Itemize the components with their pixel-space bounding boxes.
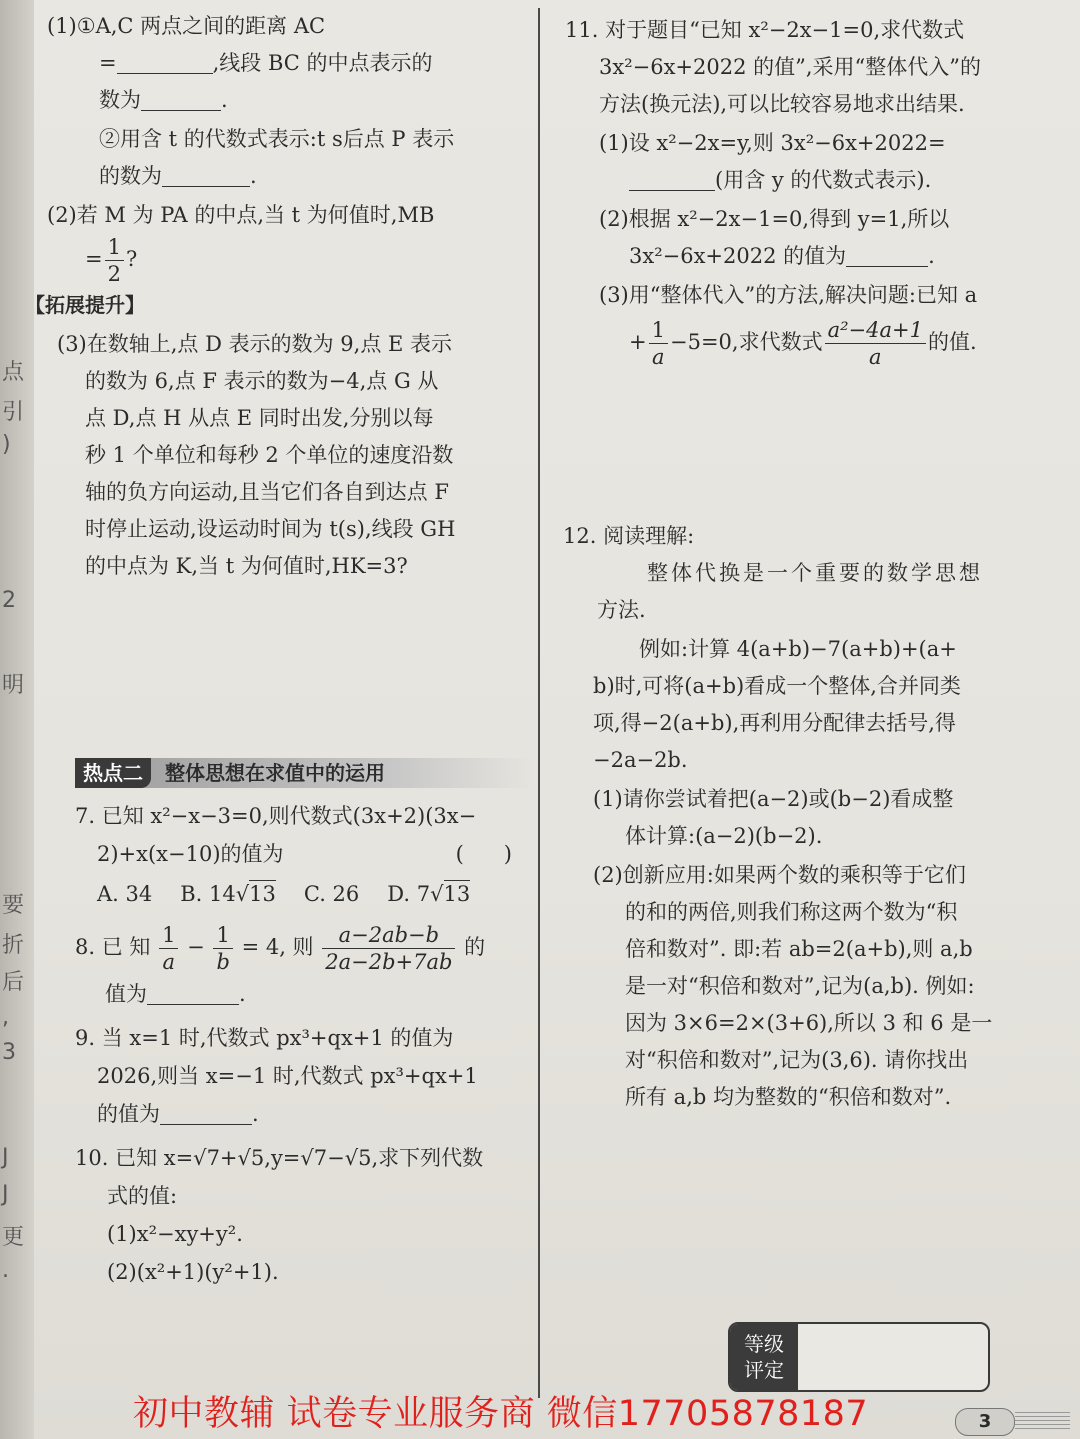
q1-2-line1: (2)若 M 为 PA 的中点,当 t 为何值时,MB [47, 203, 435, 227]
q1-2-end: ? [125, 247, 138, 271]
q7-line1: 7. 已知 x²−x−3=0,则代数式(3x+2)(3x− [75, 804, 477, 828]
q12-p2-line: 项,得−2(a+b),再利用分配律去括号,得 [593, 711, 956, 735]
frac-den: 2 [107, 262, 121, 286]
q11-a2: (用含 y 的代数式表示). [715, 168, 932, 192]
q12-2-line: 倍和数对”. 即:若 ab=2(a+b),则 a,b [625, 937, 973, 961]
right-column-lower [563, 518, 998, 1116]
q7-option-b[interactable] [180, 875, 276, 913]
q9-line3 [75, 1095, 530, 1133]
margin-glyph: 引 [2, 400, 25, 425]
q1-1a-text: A,C 两点之间的距离 AC [95, 14, 326, 38]
q11-b2-pre: 3x²−6x+2022 的值为 [629, 244, 847, 268]
q12-p1-line2: 方法. [597, 598, 646, 622]
frac-den: a [652, 345, 665, 369]
q7-text: 2)+x(x−10)的值为 [97, 842, 284, 866]
fraction-1-over-a [159, 922, 178, 975]
extension-tag: 【拓展提升】 [25, 293, 145, 317]
q1-2-line2 [27, 234, 525, 287]
answer-blank[interactable] [846, 244, 928, 267]
opt-b-radicand: 13 [249, 882, 276, 906]
right-column [565, 12, 1005, 370]
q11-a-line1: (1)设 x²−2x=y,则 3x²−6x+2022= [599, 131, 946, 155]
q12-p2-line: 例如:计算 4(a+b)−7(a+b)+(a+ [639, 637, 957, 661]
q1-1a-end-pre: 数为 [99, 88, 141, 112]
frac-num: a²−4a+1 [825, 317, 926, 344]
q8-mid: = 4, 则 [241, 935, 314, 959]
q12-p1-line1: 整体代换是一个重要的数学思想 [647, 561, 983, 585]
decorative-lines [1015, 1412, 1070, 1432]
q7-line2 [75, 835, 530, 873]
q1-2-eq: = [85, 247, 103, 271]
q8-pre: 8. 已 知 [75, 935, 151, 959]
margin-glyph: 更 [2, 1225, 25, 1250]
q10-part1: (1)x²−xy+y². [107, 1222, 243, 1246]
left-column-lower [75, 797, 530, 1291]
q9-line1: 9. 当 x=1 时,代数式 px³+qx+1 的值为 [75, 1026, 454, 1050]
q11-line1: 11. 对于题目“已知 x²−2x−1=0,求代数式 [565, 18, 965, 42]
q1-1a-line1 [17, 8, 525, 45]
margin-glyph: 折 [2, 933, 25, 958]
sqrt-sign: √ [235, 882, 250, 906]
section-header [75, 758, 535, 788]
q12-2-line: 所有 a,b 均为整数的“积倍和数对”. [625, 1085, 952, 1109]
q11-line2: 3x²−6x+2022 的值”,采用“整体代入”的 [599, 55, 982, 79]
q10-line1: 10. 已知 x=√7+√5,y=√7−√5,求下列代数 [75, 1146, 484, 1170]
grade-label-line2: 评定 [744, 1358, 784, 1382]
answer-blank[interactable] [629, 168, 715, 191]
q12-1-line: (1)请你尝试着把(a−2)或(b−2)看成整 [593, 787, 954, 811]
q8-minus: − [187, 935, 205, 959]
page-number: 3 [955, 1408, 1015, 1436]
frac-num: 1 [213, 922, 232, 949]
fraction-expression [322, 922, 455, 975]
q11-c2-plus: + [629, 330, 647, 354]
q11-b2-end: . [928, 244, 935, 268]
frac-den: 2a−2b+7ab [325, 950, 453, 974]
frac-num: 1 [649, 317, 668, 344]
q1-3-line: 的数为 6,点 F 表示的数为−4,点 G 从 [85, 369, 439, 393]
q8-line2 [75, 975, 530, 1013]
q1-3-line: 轴的负方向运动,且当它们各自到达点 F [85, 480, 449, 504]
grade-box[interactable] [728, 1322, 990, 1392]
q11-b-line2 [565, 238, 1005, 275]
q1-3-line: (3)在数轴上,点 D 表示的数为 9,点 E 表示 [57, 332, 452, 356]
margin-glyph: J [2, 1182, 9, 1207]
q8-2-end: . [239, 982, 246, 1006]
q12-2-line: (2)创新应用:如果两个数的乘积等于它们 [593, 863, 966, 887]
q7-options [75, 875, 530, 913]
column-divider [538, 8, 540, 1398]
margin-glyph: . [2, 1258, 9, 1283]
margin-glyph: 点 [2, 360, 25, 385]
fraction-1-over-b [213, 922, 232, 975]
opt-b-pre: B. 14 [180, 882, 236, 906]
q1-3-line: 的中点为 K,当 t 为何值时,HK=3? [85, 554, 408, 578]
opt-d-radicand: 13 [443, 882, 471, 906]
section-tag: 热点二 [75, 758, 151, 788]
q12-1-line: 体计算:(a−2)(b−2). [625, 824, 823, 848]
q1-1a-end: . [221, 88, 228, 112]
frac-den: b [216, 950, 230, 974]
frac-den: a [869, 345, 882, 369]
q12-2-line: 因为 3×6=2×(3+6),所以 3 和 6 是一 [625, 1011, 993, 1035]
frac-num: a−2ab−b [322, 922, 455, 949]
margin-glyph: 后 [2, 970, 25, 995]
q9-3-pre: 的值为 [97, 1102, 160, 1126]
q11-a-line2 [565, 162, 1005, 199]
frac-num: 1 [105, 234, 124, 261]
fraction-one-half [105, 234, 124, 287]
left-column [25, 8, 525, 585]
q1-1a-mid: ,线段 BC 的中点表示的 [212, 51, 433, 75]
q1-1b-end: . [250, 164, 257, 188]
q7-option-d[interactable] [387, 875, 470, 913]
q12-2-line: 对“积倍和数对”,记为(3,6). 请你找出 [625, 1048, 969, 1072]
fraction-1-over-a [649, 317, 668, 370]
q7-option-a[interactable]: A. 34 [97, 882, 153, 906]
margin-glyph: J [2, 1145, 9, 1170]
watermark-text: 初中教辅 试卷专业服务商 微信17705878187 [133, 1394, 869, 1434]
q1-1b-line1: ②用含 t 的代数式表示:t s后点 P 表示 [99, 127, 455, 151]
q12-2-line: 的和的两倍,则我们称这两个数为“积 [625, 900, 958, 924]
margin-glyph: ) [2, 432, 11, 457]
q12-p2-line: −2a−2b. [593, 748, 688, 772]
q10-line2: 式的值: [107, 1184, 178, 1208]
q1-1a-line3 [17, 82, 525, 119]
q1-1a-line2 [17, 45, 525, 82]
q1-3-line: 点 D,点 H 从点 E 同时出发,分别以每 [85, 406, 434, 430]
answer-blank[interactable] [162, 164, 250, 187]
q1-3-line: 秒 1 个单位和每秒 2 个单位的速度沿数 [85, 443, 454, 467]
q1-1b-line2 [17, 158, 525, 195]
q7-option-c[interactable]: C. 26 [303, 882, 360, 906]
q12-p2-line: b)时,可将(a+b)看成一个整体,合并同类 [593, 674, 961, 698]
q8-2-pre: 值为 [105, 982, 147, 1006]
section-title: 整体思想在求值中的运用 [165, 761, 385, 785]
q8-line1 [75, 919, 530, 975]
q9-3-end: . [252, 1102, 259, 1126]
q1-1a-prefix: (1)① [47, 14, 96, 38]
opt-d-pre: D. 7 [387, 882, 431, 906]
answer-blank[interactable] [160, 1102, 252, 1125]
q12-title: 12. 阅读理解: [563, 524, 695, 548]
q1-3-line: 时停止运动,设运动时间为 t(s),线段 GH [85, 517, 456, 541]
q1-3-block [27, 326, 525, 585]
q10-part2: (2)(x²+1)(y²+1). [107, 1260, 279, 1284]
q11-c2-end: 的值. [927, 330, 977, 354]
margin-glyph: 2 [2, 588, 16, 613]
margin-glyph: 要 [2, 893, 25, 918]
grade-label-line1: 等级 [744, 1332, 784, 1356]
q11-c-line2 [565, 314, 1005, 370]
q8-end: 的 [464, 935, 486, 959]
answer-blank[interactable] [141, 88, 221, 111]
q7-answer-paren[interactable]: ( ) [455, 842, 512, 866]
grade-label [730, 1324, 798, 1390]
q11-c-line1: (3)用“整体代入”的方法,解决问题:已知 a [599, 283, 978, 307]
margin-glyph: , [2, 1005, 9, 1030]
q11-line3: 方法(换元法),可以比较容易地求出结果. [599, 92, 965, 116]
q11-b-line1: (2)根据 x²−2x−1=0,得到 y=1,所以 [599, 207, 950, 231]
q1-1b-pre: 的数为 [99, 164, 162, 188]
q12-2-line: 是一对“积倍和数对”,记为(a,b). 例如: [625, 974, 975, 998]
margin-glyph: 明 [2, 673, 25, 698]
q9-line2: 2026,则当 x=−1 时,代数式 px³+qx+1 [97, 1064, 478, 1088]
frac-num: 1 [159, 922, 178, 949]
answer-blank[interactable] [117, 51, 213, 74]
sqrt-sign: √ [430, 882, 444, 906]
fraction-expression [825, 317, 926, 370]
frac-den: a [162, 950, 176, 974]
q1-1a-eq: = [99, 51, 117, 75]
q11-c2-mid: −5=0,求代数式 [669, 330, 823, 354]
margin-glyph: 3 [2, 1040, 16, 1065]
answer-blank[interactable] [147, 982, 239, 1005]
